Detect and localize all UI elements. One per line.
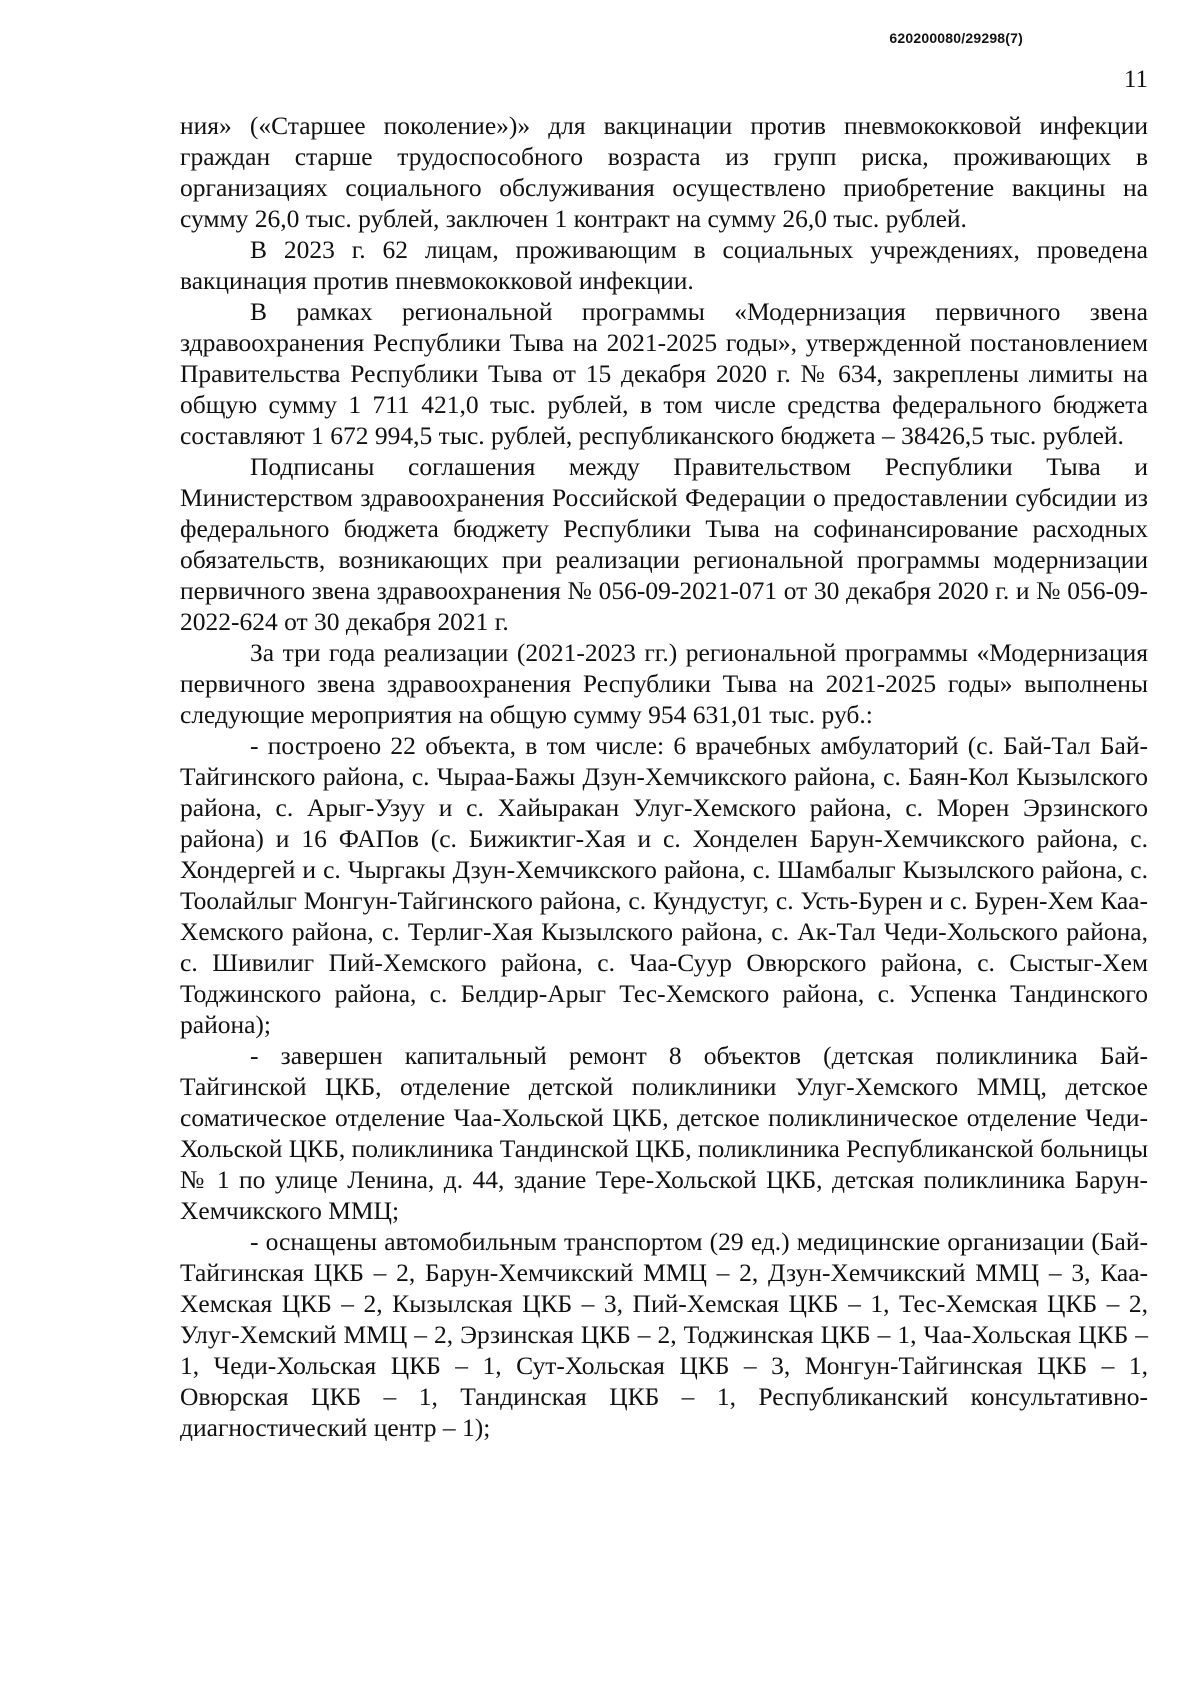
- list-item-capital-repair: - завершен капитальный ремонт 8 объектов (детская поликлиника Бай-Тайгинской ЦКБ, отделение детской поликлиники Улуг-Хемского ММЦ, детское соматическое отделение Чаа-Хольской ЦКБ, детское поликлиническое отделение Чеди-Хольской ЦКБ, поликлиника Тандинской ЦКБ, поликлиника Республиканской больницы № 1 по улице Ленина, д. 44, здание Тере-Хольской ЦКБ, детская поликлиника Барун-Хемчикского ММЦ;: [180, 1041, 1148, 1225]
- paragraph-agreements: Подписаны соглашения между Правительством Республики Тыва и Министерством здравоохранения Российской Федерации о предоставлении субсидии из федерального бюджета бюджету Республики Тыва на софинансирование расходных обязательств, возникающих при реализации региональной программы модернизации первичного звена здравоохранения № 056-09-2021-071 от 30 декабря 2020 г. и № 056-09-2022-624 от 30 декабря 2021 г.: [180, 452, 1148, 636]
- paragraph-modernization-program: В рамках региональной программы «Модернизация первичного звена здравоохранения Республики Тыва на 2021-2025 годы», утвержденной постановлением Правительства Республики Тыва от 15 декабря 2020 г. № 634, закреплены лимиты на общую сумму 1 711 421,0 тыс. рублей, в том числе средства федерального бюджета составляют 1 672 994,5 тыс. рублей, республиканского бюджета – 38426,5 тыс. рублей.: [180, 297, 1148, 450]
- paragraph-vaccination-purchase: ния» («Старшее поколение»)» для вакцинации против пневмококковой инфекции граждан старше трудоспособного возраста из групп риска, проживающих в организациях социального обслуживания осуществлено приобретение вакцины на сумму 26,0 тыс. рублей, заключен 1 контракт на сумму 26,0 тыс. рублей.: [180, 111, 1148, 233]
- paragraph-vaccination-2023: В 2023 г. 62 лицам, проживающим в социальных учреждениях, проведена вакцинация против пневмококковой инфекции.: [180, 235, 1148, 295]
- list-item-constructed-objects: - построено 22 объекта, в том числе: 6 врачебных амбулаторий (с. Бай-Тал Бай-Тайгинского района, с. Чыраа-Бажы Дзун-Хемчикского района, с. Баян-Кол Кызылского района, с. Арыг-Узуу и с. Хайыракан Улуг-Хемского района, с. Морен Эрзинского района) и 16 ФАПов (с. Бижиктиг-Хая и с. Хонделен Барун-Хемчикского района, с. Хондергей и с. Чыргакы Дзун-Хемчикского района, с. Шамбалыг Кызылского района, с. Тоолайлыг Монгун-Тайгинского района, с. Кундустуг, с. Усть-Бурен и с. Бурен-Хем Каа-Хемского района, с. Терлиг-Хая Кызылского района, с. Ак-Тал Чеди-Хольского района, с. Шивилиг Пий-Хемского района, с. Чаа-Суур Овюрского района, с. Сыстыг-Хем Тоджинского района, с. Белдир-Арыг Тес-Хемского района, с. Успенка Тандинского района);: [180, 731, 1148, 1039]
- document-body: [180, 110, 1148, 1443]
- paragraph-three-year-results: За три года реализации (2021-2023 гг.) региональной программы «Модернизация первичного звена здравоохранения Республики Тыва на 2021-2025 годы» выполнены следующие мероприятия на общую сумму 954 631,01 тыс. руб.:: [180, 638, 1148, 729]
- list-item-vehicles: - оснащены автомобильным транспортом (29 ед.) медицинские организации (Бай-Тайгинская ЦКБ – 2, Барун-Хемчикский ММЦ – 2, Дзун-Хемчикский ММЦ – 3, Каа-Хемская ЦКБ – 2, Кызылская ЦКБ – 3, Пий-Хемская ЦКБ – 1, Тес-Хемская ЦКБ – 2, Улуг-Хемский ММЦ – 2, Эрзинская ЦКБ – 2, Тоджинская ЦКБ – 1, Чаа-Хольская ЦКБ – 1, Чеди-Хольская ЦКБ – 1, Сут-Хольская ЦКБ – 3, Монгун-Тайгинская ЦКБ – 1, Овюрская ЦКБ – 1, Тандинская ЦКБ – 1, Республиканский консультативно-диагностический центр – 1);: [180, 1227, 1148, 1442]
- page-number: 11: [1123, 66, 1148, 93]
- document-id: 620200080/29298(7): [889, 30, 1023, 46]
